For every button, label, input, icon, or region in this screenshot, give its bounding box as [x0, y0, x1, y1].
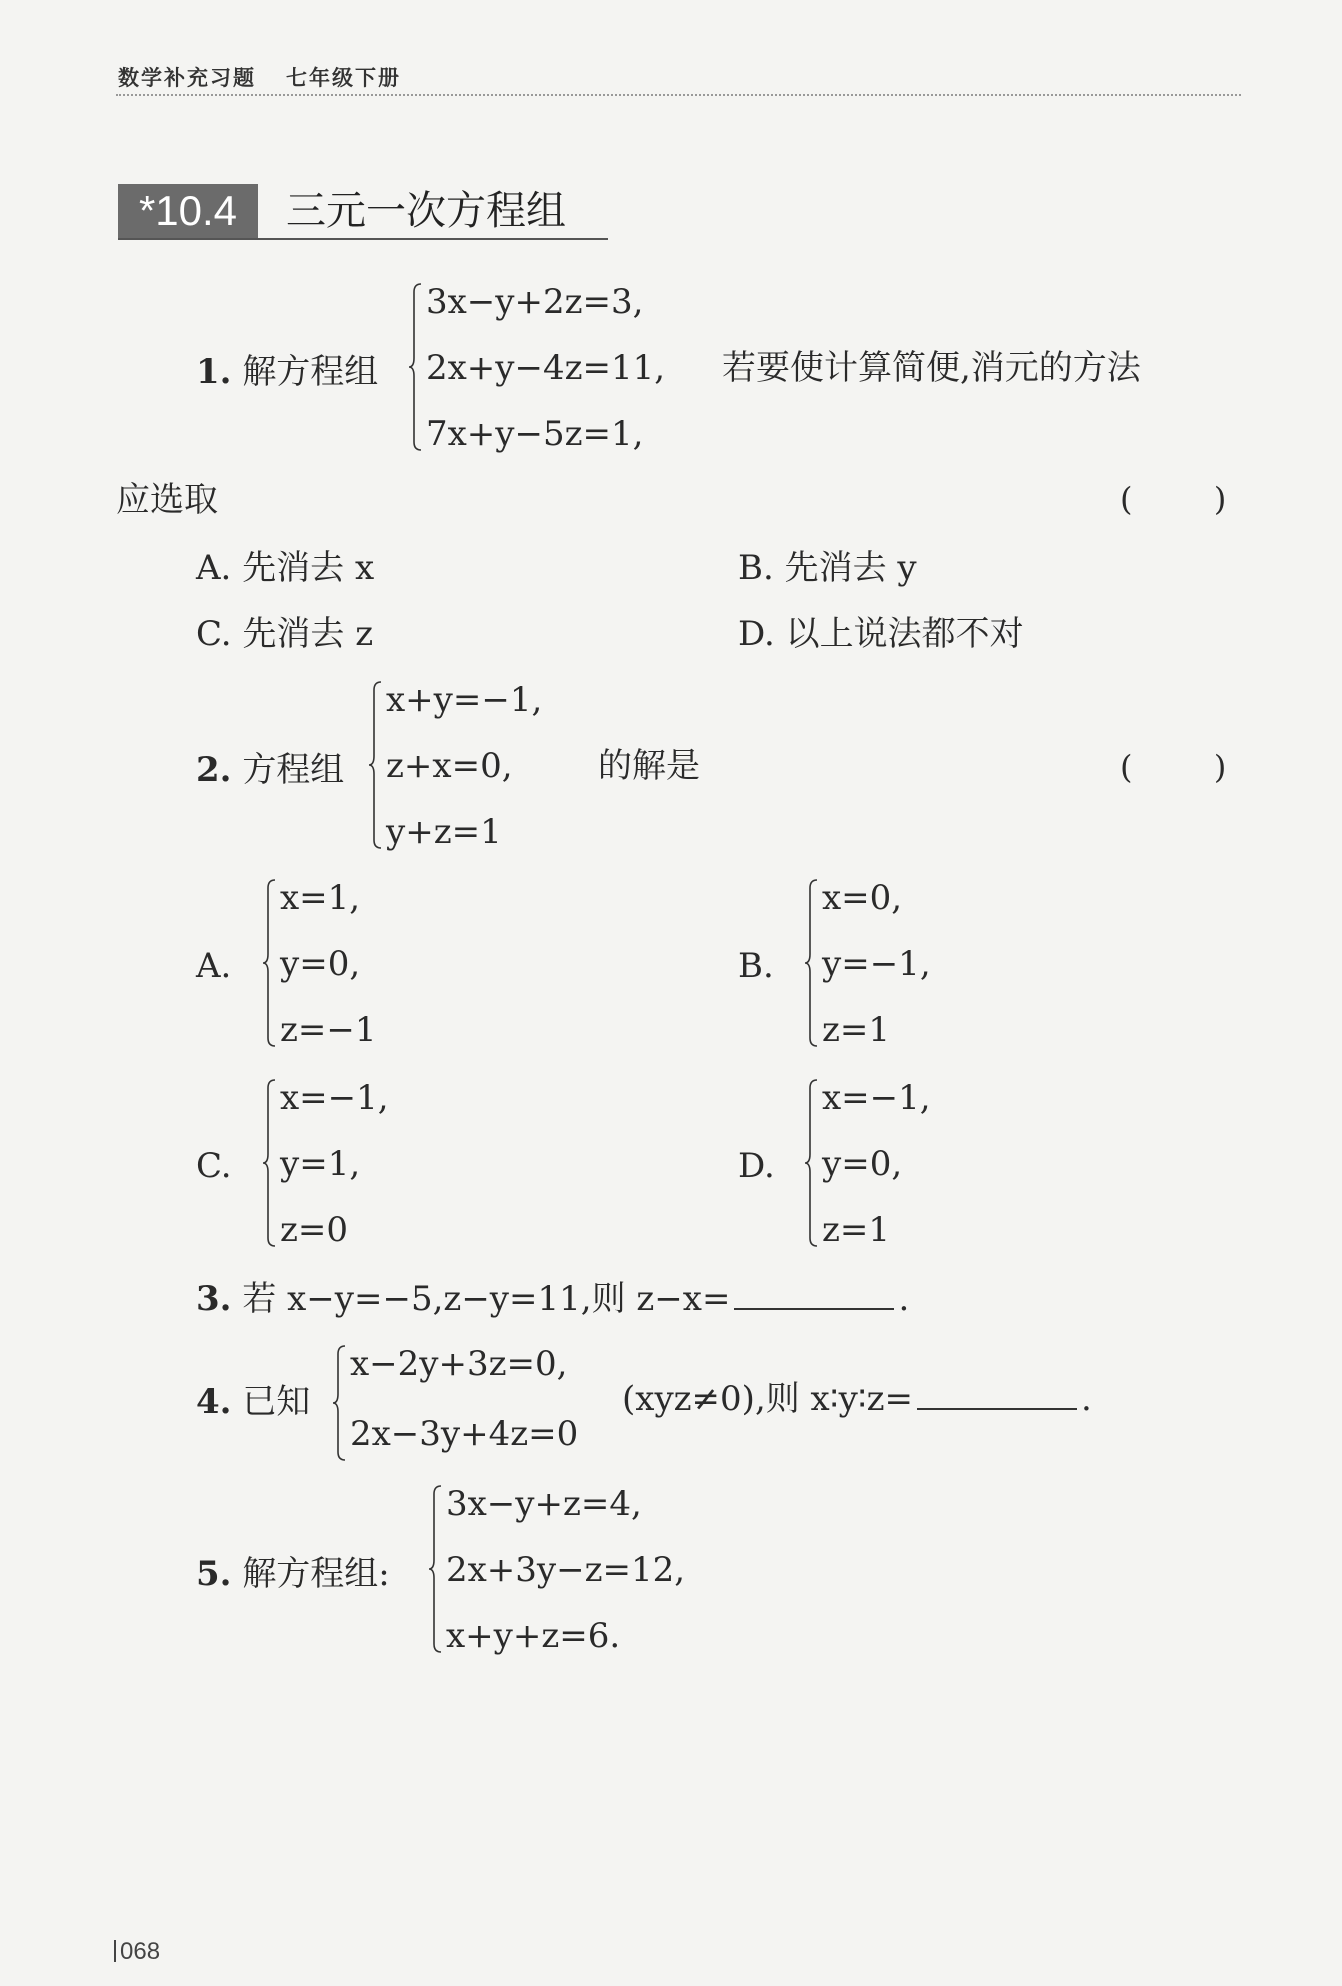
page-number	[114, 1938, 160, 1966]
running-header	[118, 62, 401, 92]
q2-prefix: 方程组	[242, 750, 345, 790]
grade-label: 七年级下册	[286, 66, 401, 90]
q2-option-c-label[interactable]: C.	[196, 1146, 232, 1186]
option-text: 先消去 y	[784, 548, 917, 588]
q1-prefix: 解方程组	[242, 352, 379, 392]
q3-text: 若 x−y=−5,z−y=11,则 z−x=	[242, 1279, 731, 1319]
q1-option-c[interactable]	[196, 614, 373, 654]
section-title: 三元一次方程组	[286, 188, 566, 234]
solution-row: x=0,	[822, 878, 903, 918]
q5-system	[428, 1484, 728, 1654]
q5-eq-2: 2x+3y−z=12,	[446, 1550, 686, 1590]
solution-row: x=−1,	[822, 1078, 931, 1118]
q1-suffix: 若要使计算简便,消元的方法	[722, 348, 1141, 388]
q4-end: .	[1081, 1379, 1092, 1419]
left-brace-icon	[428, 1484, 442, 1654]
q5-number: 5.	[196, 1554, 232, 1594]
section-underline	[118, 238, 608, 240]
left-brace-icon	[408, 282, 422, 452]
q1-option-a[interactable]	[196, 548, 374, 588]
left-brace-icon	[804, 878, 818, 1048]
left-brace-icon	[262, 878, 276, 1048]
q2-option-d-label[interactable]: D.	[738, 1146, 775, 1186]
q1-eq-1: 3x−y+2z=3,	[426, 282, 644, 322]
solution-row: x=1,	[280, 878, 361, 918]
q5-eq-3: x+y+z=6.	[446, 1616, 621, 1656]
solution-row: y=0,	[822, 1144, 903, 1184]
page-number-bar	[114, 1940, 116, 1962]
q4-eq-1: x−2y+3z=0,	[350, 1344, 568, 1384]
solution-row: z=1	[822, 1210, 891, 1250]
q2-option-b-system	[804, 878, 1004, 1048]
left-brace-icon	[332, 1344, 346, 1462]
q1-eq-2: 2x+y−4z=11,	[426, 348, 666, 388]
q1-option-d[interactable]	[738, 614, 1024, 654]
q2-eq-2: z+x=0,	[386, 746, 513, 786]
header-divider	[116, 94, 1241, 96]
option-label: B.	[738, 548, 774, 588]
q4-suffix: (xyz≠0),则 x∶y∶z=	[622, 1379, 914, 1419]
q2-option-c-system	[262, 1078, 462, 1248]
q2-option-a-system	[262, 878, 462, 1048]
q2-answer-paren: ( )	[1120, 748, 1227, 786]
q4-lead	[196, 1382, 310, 1422]
q2-option-d-system	[804, 1078, 1004, 1248]
q1-lead	[196, 352, 378, 392]
q4-eq-2: 2x−3y+4z=0	[350, 1414, 579, 1454]
solution-row: y=1,	[280, 1144, 361, 1184]
q2-lead	[196, 750, 344, 790]
q2-eq-3: y+z=1	[386, 812, 502, 852]
q2-option-b-label[interactable]: B.	[738, 946, 774, 986]
q5-prefix: 解方程组:	[242, 1554, 390, 1594]
solution-row: y=0,	[280, 944, 361, 984]
q5-eq-1: 3x−y+z=4,	[446, 1484, 642, 1524]
q3-end: .	[898, 1279, 910, 1319]
q3-number: 3.	[196, 1279, 232, 1319]
option-label: D.	[738, 614, 775, 654]
q4-tail	[622, 1378, 1092, 1419]
q2-system	[368, 680, 588, 850]
option-text: 先消去 x	[242, 548, 375, 588]
q2-option-a-label[interactable]: A.	[196, 946, 232, 986]
q3-line	[196, 1278, 909, 1319]
solution-row: z=1	[822, 1010, 891, 1050]
q1-eq-3: 7x+y−5z=1,	[426, 414, 644, 454]
q1-answer-paren: ( )	[1120, 480, 1227, 518]
q1-option-b[interactable]	[738, 548, 917, 588]
solution-row: x=−1,	[280, 1078, 389, 1118]
left-brace-icon	[368, 680, 382, 850]
option-text: 以上说法都不对	[785, 614, 1024, 654]
q5-lead	[196, 1554, 390, 1594]
q2-eq-1: x+y=−1,	[386, 680, 543, 720]
q1-continuation: 应选取	[116, 480, 218, 520]
q2-number: 2.	[196, 750, 232, 790]
option-text: 先消去 z	[242, 614, 374, 654]
left-brace-icon	[262, 1078, 276, 1248]
option-label: A.	[196, 548, 232, 588]
solution-row: z=0	[280, 1210, 349, 1250]
q1-number: 1.	[196, 352, 232, 392]
q2-suffix: 的解是	[598, 746, 700, 786]
option-label: C.	[196, 614, 232, 654]
solution-row: z=−1	[280, 1010, 377, 1050]
q4-system	[332, 1344, 622, 1462]
page-number-text: 068	[120, 1938, 161, 1965]
q1-system	[408, 282, 708, 452]
left-brace-icon	[804, 1078, 818, 1248]
q4-answer-blank[interactable]	[917, 1378, 1077, 1410]
book-title: 数学补充习题	[118, 66, 256, 90]
solution-row: y=−1,	[822, 944, 931, 984]
section-number: *10.4	[118, 184, 258, 238]
q4-prefix: 已知	[242, 1382, 311, 1422]
q3-answer-blank[interactable]	[734, 1278, 894, 1310]
q4-number: 4.	[196, 1382, 232, 1422]
